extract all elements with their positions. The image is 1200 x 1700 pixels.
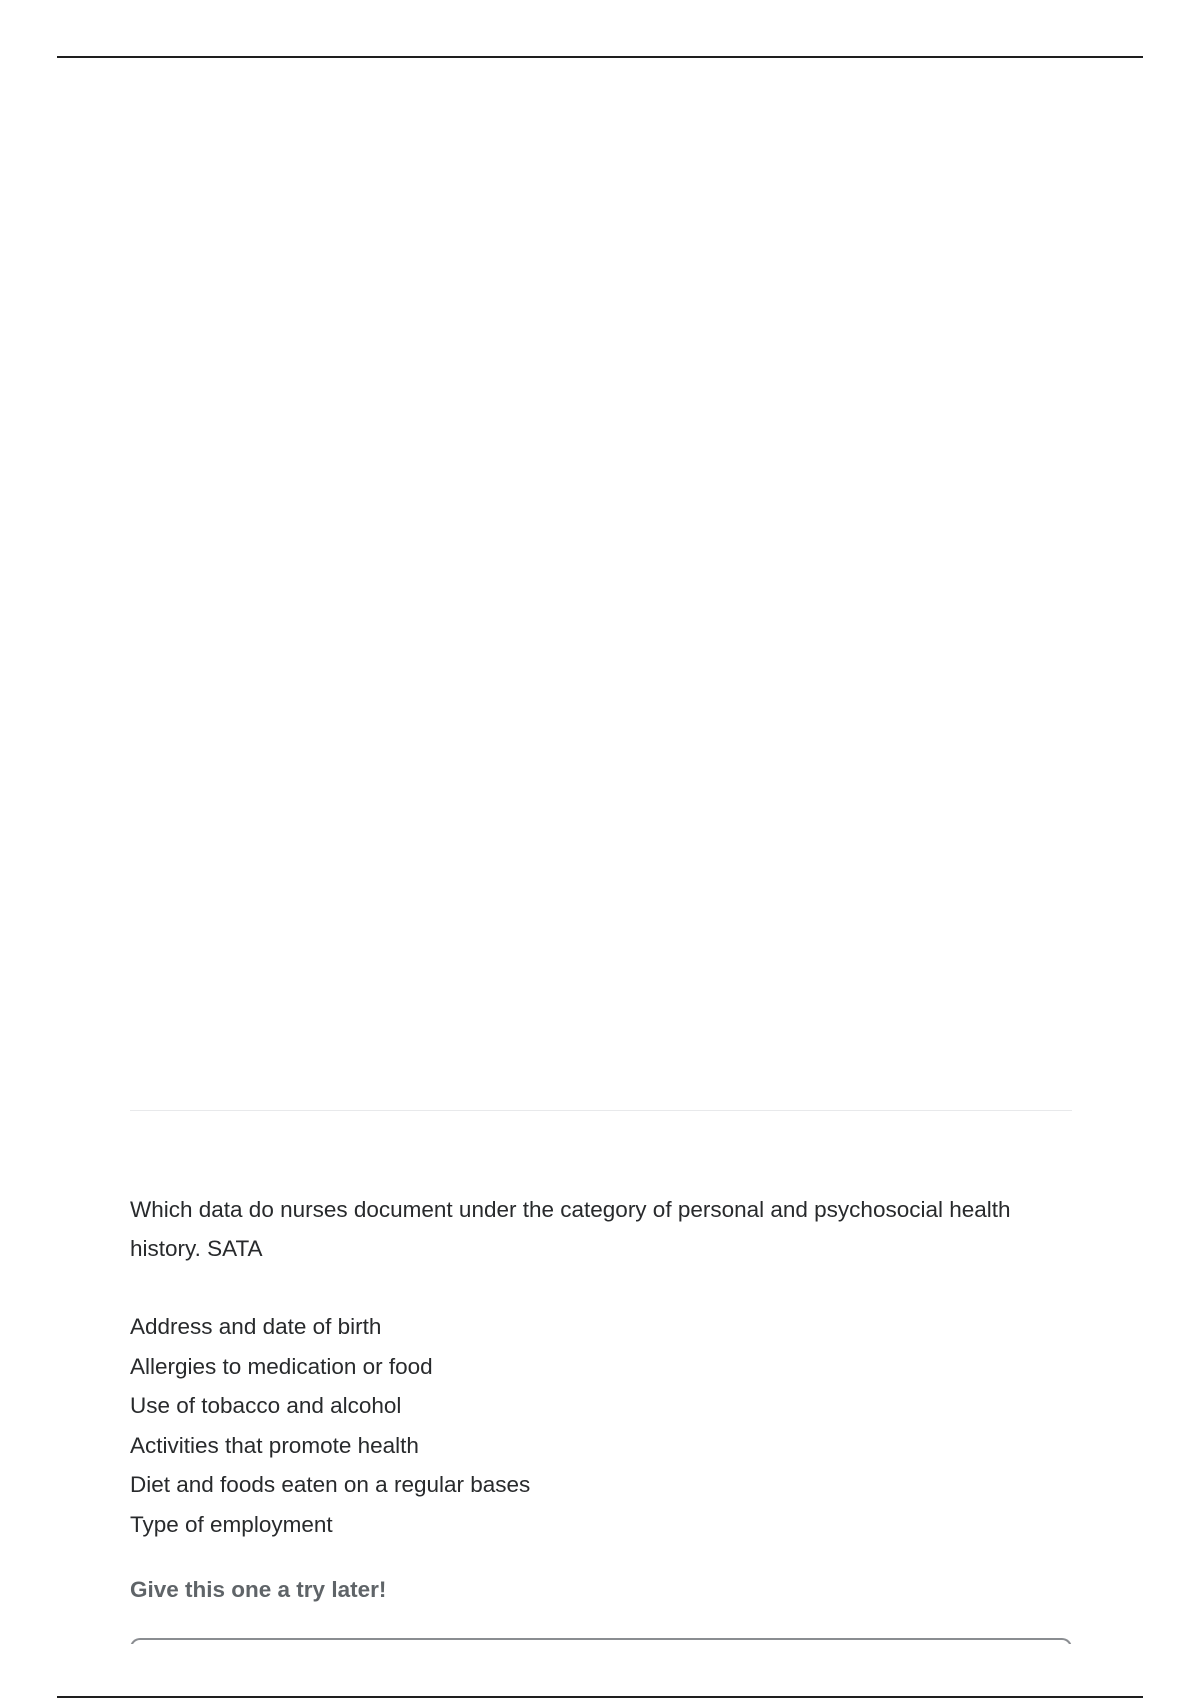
page-top-rule xyxy=(57,56,1143,58)
flashcard xyxy=(130,1110,1072,1605)
question-text: Which data do nurses document under the category of personal and psychosocial health history. SATA xyxy=(130,1197,1011,1261)
options-list xyxy=(130,1307,1072,1544)
option-item[interactable]: Use of tobacco and alcohol xyxy=(130,1393,402,1418)
card-divider xyxy=(130,1110,1072,1111)
option-item[interactable]: Address and date of birth xyxy=(130,1314,382,1339)
option-item[interactable]: Allergies to medication or food xyxy=(130,1353,433,1379)
option-item[interactable]: Activities that promote health xyxy=(130,1432,419,1458)
page-bottom-rule xyxy=(57,1696,1143,1698)
answer-box-clip xyxy=(120,1644,1082,1694)
option-item[interactable]: Diet and foods eaten on a regular bases xyxy=(130,1472,531,1497)
try-later-button[interactable]: Give this one a try later! xyxy=(130,1577,387,1602)
option-item[interactable]: Type of employment xyxy=(130,1511,333,1537)
